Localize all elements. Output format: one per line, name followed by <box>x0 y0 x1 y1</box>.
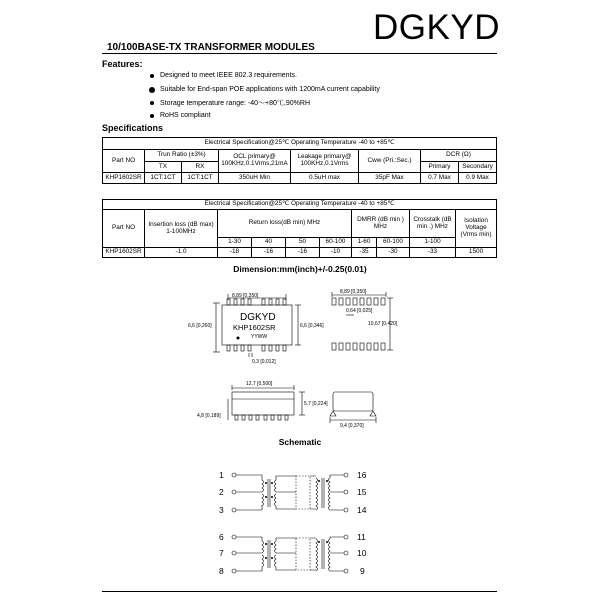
side-view-body <box>232 392 294 415</box>
table-caption: Electrical Specification@25℃ Operating Temperature -40 to +85℃ <box>103 138 497 150</box>
body-height-label: 6,6 [0,346] <box>300 323 324 329</box>
feature-item: Designed to meet IEEE 802.3 requirements. <box>150 72 297 79</box>
end-view-body <box>333 392 373 411</box>
top-width-label: 8,89 [0,350] <box>232 293 259 299</box>
features-heading: Features: <box>102 59 143 69</box>
leakage-header: Leakage primary@ 100KHz,0.1Vrms <box>291 150 359 173</box>
schematic-title: Schematic <box>278 437 322 447</box>
dcr-primary-header: Primary <box>421 162 459 173</box>
isolation-header: Isolation Voltage (Vrms min) <box>456 210 497 248</box>
bullet-icon <box>150 74 154 78</box>
return-loss-header: Return loss(dB min) MHz <box>218 210 352 238</box>
pad-span-label: 10,67 [0,420] <box>368 321 398 327</box>
feature-item: Storage temperature range: -40〜+80℃,90%RH <box>150 98 310 108</box>
chip-brand: DGKYD <box>240 312 276 323</box>
tx-header: TX <box>145 162 182 173</box>
title-rule <box>102 53 497 54</box>
pin-label-right: 15 <box>357 487 367 497</box>
side-height-label: 5,7 [0,224] <box>304 401 328 407</box>
loss-spec-table: Electrical Specification@25℃ Operating Temperature -40 to +85℃ Part NO Insertion loss (dB max) 1-100MHz Return loss(dB min) MHz DMRR (dB min ) MHz Crosstalk (dB min .) MHz Isolation Voltage (Vrms min) 1-30 40 50 60-100 1-60 60-100 1-100 KHP1602SR -1.0 -18 -16 -16 -10 -35 -30 -33 1500 <box>102 199 497 258</box>
pin-pitch-label: 0,3 [0,012] <box>252 359 276 365</box>
feature-item: Suitable for End-span POE applications with 1200mA current capability <box>150 86 380 93</box>
rx-header: RX <box>182 162 219 173</box>
dimension-title: Dimension:mm(inch)+/-0.25(0.01) <box>233 264 367 274</box>
bullet-icon <box>150 114 154 118</box>
pad-pitch-label: 0,64 [0,025] <box>346 308 373 314</box>
brand-logo: DGKYD <box>373 8 500 47</box>
table-row: KHP1602SR -1.0 -18 -16 -16 -10 -35 -30 -33 1500 <box>103 248 497 258</box>
turns-ratio-header: Trun Ratio (±3%) <box>145 150 219 162</box>
dcr-header: DCR (Ω) <box>421 150 497 162</box>
ocl-header: OCL primary@ 100KHz,0.1Vrms,21mA <box>219 150 291 173</box>
bullet-icon <box>149 87 155 93</box>
pin-label-right: 14 <box>357 505 367 515</box>
document-title: 10/100BASE-TX TRANSFORMER MODULES <box>107 42 315 53</box>
table-row: KHP1602SR 1CT:1CT 1CT:1CT 350uH Min 0.5uH max 35pF Max 0.7 Max 0.9 Max <box>103 173 497 184</box>
pin-label-left: 3 <box>219 505 224 515</box>
part-no-header: Part NO <box>103 150 145 173</box>
bottom-pins <box>227 345 286 351</box>
chip-date-code: YYWW <box>251 334 268 340</box>
chip-part-number: KHP1602SR <box>233 323 276 332</box>
schematic-diagram <box>0 460 600 590</box>
pin-label-right: 16 <box>357 470 367 480</box>
specifications-heading: Specifications <box>102 123 164 133</box>
side-length-label: 12,7 [0,500] <box>246 381 273 387</box>
pin-label-left: 8 <box>219 566 224 576</box>
dmrr-header: DMRR (dB min ) MHz <box>352 210 410 238</box>
bullet-icon <box>150 101 154 105</box>
side-pins <box>235 415 288 420</box>
footer-rule <box>102 591 497 592</box>
pin-label-left: 1 <box>219 470 224 480</box>
insertion-loss-header: Insertion loss (dB max) 1-100MHz <box>145 210 218 248</box>
pin-label-left: 6 <box>219 532 224 542</box>
pin1-marker-icon <box>237 337 240 340</box>
pin-label-right: 11 <box>357 532 366 542</box>
mechanical-drawing <box>0 275 600 435</box>
top-pins <box>227 299 286 305</box>
table-caption: Electrical Specification@25℃ Operating Temperature -40 to +85℃ <box>103 200 497 210</box>
top-height-label: 6,6 [0,260] <box>188 323 212 329</box>
pin-label-left: 7 <box>219 548 224 558</box>
pin-label-left: 2 <box>219 487 224 497</box>
cww-header: Cww (Pri.:Sec.) <box>359 150 421 173</box>
electrical-spec-table <box>102 137 497 184</box>
crosstalk-header: Crosstalk (dB min .) MHz <box>410 210 456 238</box>
end-width-label: 9,4 [0,370] <box>340 423 364 429</box>
side-standoff-label: 4,8 [0,189] <box>197 413 221 419</box>
feature-item: RoHS compliant <box>150 112 211 119</box>
part-no-header: Part NO <box>103 210 145 248</box>
dcr-secondary-header: Secondary <box>459 162 497 173</box>
pad-width-label: 8,89 [0,350] <box>340 289 367 295</box>
pin-label-right: 9 <box>360 566 365 576</box>
pin-label-right: 10 <box>357 548 367 558</box>
transformer-1 <box>236 475 344 510</box>
